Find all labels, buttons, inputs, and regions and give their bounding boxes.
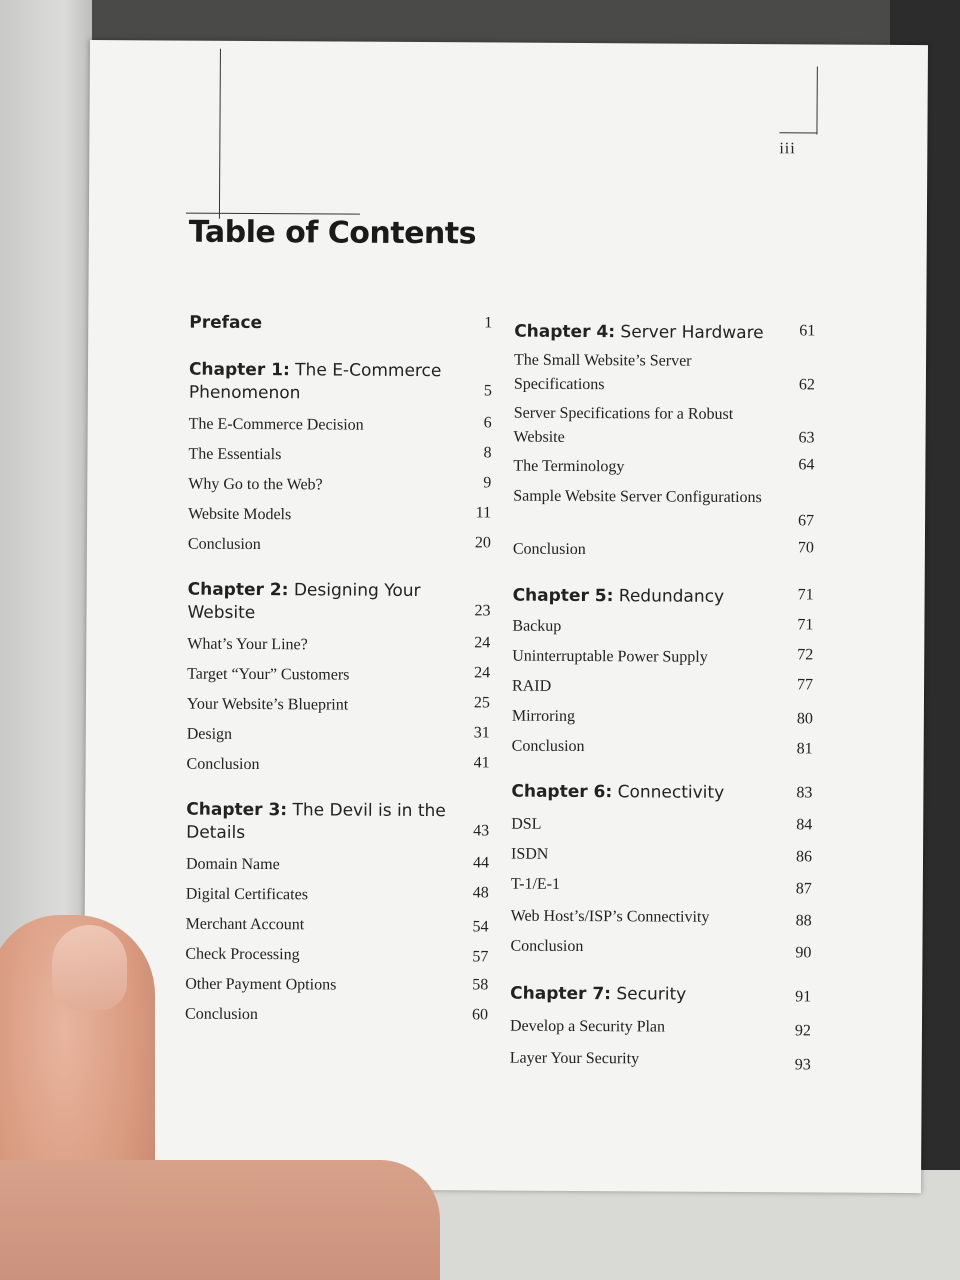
section-label: Layer Your Security	[509, 1049, 640, 1068]
page-number: 11	[475, 504, 492, 522]
page-number: 81	[796, 740, 813, 758]
section-label: Your Website’s Blueprint	[186, 695, 349, 714]
chapter-number: Chapter 6:	[511, 781, 613, 803]
toc-section-entry	[185, 973, 489, 994]
chapter-heading	[514, 321, 784, 346]
page-number: 54	[472, 918, 489, 936]
section-label: Develop a Security Plan	[509, 1017, 666, 1036]
hand	[0, 1160, 440, 1280]
section-label: Server Specifications for a Robust Website	[513, 404, 734, 446]
toc-section-entry	[185, 883, 489, 904]
section-label: Uninterruptable Power Supply	[512, 647, 708, 666]
page-number: 23	[474, 602, 491, 620]
toc-section-entry	[510, 935, 812, 962]
toc-chapter-entry	[511, 781, 813, 803]
page-number: 90	[795, 944, 812, 962]
toc-section-entry	[513, 485, 815, 530]
page-number: 43	[473, 822, 490, 840]
section-label: Conclusion	[511, 737, 585, 756]
page-number: 86	[795, 848, 813, 866]
section-label: Other Payment Options	[185, 975, 337, 994]
page-title: Table of Contents	[188, 214, 477, 252]
section-label: The Terminology	[513, 457, 625, 476]
chapter-number: Chapter 1:	[188, 359, 290, 381]
toc-section-entry	[186, 723, 490, 743]
page-number: 6	[483, 414, 492, 432]
toc-section-entry	[513, 402, 815, 447]
page-number: 93	[794, 1056, 811, 1074]
toc-section-entry	[187, 633, 491, 654]
thumbnail	[52, 925, 127, 1010]
toc-section-entry	[185, 853, 490, 874]
toc-section-entry	[188, 443, 492, 464]
toc-section-entry	[513, 349, 815, 394]
section-label: RAID	[512, 677, 552, 695]
chapter-number: Chapter 3:	[186, 799, 288, 821]
page-number: 92	[794, 1022, 812, 1040]
page-number: 58	[472, 976, 489, 994]
toc-section-entry	[188, 503, 492, 524]
toc-section-entry	[185, 913, 489, 936]
page-number: 60	[472, 1006, 489, 1024]
toc-right-column	[509, 321, 816, 1074]
page-number: 87	[795, 880, 812, 898]
chapter-title: Security	[616, 984, 687, 1005]
chapter-heading	[187, 579, 457, 627]
section-label: Domain Name	[185, 855, 280, 874]
section-label: Conclusion	[510, 937, 584, 956]
section-label: Sample Website Server Configurations	[513, 487, 762, 507]
page-number: 25	[473, 694, 491, 712]
chapter-title: The E-Commerce Phenomenon	[188, 360, 442, 404]
section-label: Web Host’s/ISP’s Connectivity	[510, 907, 710, 926]
section-label: Website Models	[188, 505, 292, 524]
toc-section-entry	[187, 663, 491, 684]
page-number: 41	[473, 754, 490, 772]
crop-mark-right-vertical	[816, 66, 817, 134]
toc-section-entry	[511, 813, 813, 834]
toc-section-entry	[185, 943, 489, 966]
toc-section-entry	[512, 675, 814, 695]
section-label: The E-Commerce Decision	[188, 415, 364, 434]
toc-section-entry	[187, 533, 491, 554]
toc-chapter-entry	[188, 359, 492, 404]
page-number: 24	[474, 634, 491, 652]
page-number: 84	[796, 816, 813, 834]
section-label: DSL	[511, 815, 542, 833]
page-number-folio: iii	[779, 140, 796, 158]
section-label: The Small Website’s Server Specifications	[513, 351, 692, 394]
toc-section-entry	[512, 645, 814, 666]
toc-section-entry	[511, 705, 813, 728]
page-number: 8	[483, 444, 492, 462]
page-number: 70	[797, 539, 814, 557]
toc-section-entry	[513, 455, 815, 476]
page-number: 83	[796, 784, 813, 802]
toc-chapter-entry	[187, 579, 491, 624]
toc-section-entry	[186, 693, 491, 714]
crop-mark-left-vertical	[219, 49, 221, 219]
chapter-number: Chapter 7:	[510, 983, 612, 1005]
section-label: Conclusion	[512, 540, 586, 559]
page-number: 20	[474, 534, 491, 552]
chapter-title: Designing Your Website	[187, 580, 421, 624]
section-label: Check Processing	[185, 945, 300, 964]
page-number: 57	[472, 948, 489, 966]
section-label: Conclusion	[186, 755, 260, 774]
section-label: Conclusion	[187, 535, 261, 554]
toc-section-entry	[510, 843, 813, 866]
toc-chapter-entry	[514, 321, 816, 344]
page-number: 5	[483, 382, 492, 400]
chapter-heading	[510, 983, 780, 1008]
section-label: Backup	[512, 617, 562, 635]
toc-left-column	[184, 312, 493, 1024]
toc-section-entry	[512, 615, 814, 635]
toc-section-entry	[509, 1047, 811, 1074]
page-number: 72	[797, 646, 814, 664]
chapter-title: Connectivity	[617, 782, 725, 803]
book-page	[83, 40, 928, 1193]
page-number: 48	[472, 884, 489, 902]
section-label: Why Go to the Web?	[188, 475, 323, 494]
page-number: 61	[799, 322, 816, 340]
chapter-heading	[186, 799, 456, 847]
chapter-number: Chapter 4:	[514, 321, 616, 343]
chapter-number: Chapter 5:	[512, 585, 614, 607]
toc-section-entry	[186, 753, 490, 774]
page-number: 1	[484, 314, 493, 332]
page-number: 71	[797, 616, 814, 634]
page-number: 31	[473, 724, 490, 742]
page-number: 67	[798, 512, 815, 530]
toc-preface-entry	[189, 312, 493, 334]
page-number: 63	[798, 429, 815, 447]
page-number: 64	[798, 456, 815, 474]
section-label: Target “Your” Customers	[187, 665, 350, 684]
page-number: 62	[798, 376, 815, 394]
toc-section-entry	[509, 1015, 812, 1040]
toc-section-entry	[510, 873, 812, 898]
preface-label: Preface	[189, 312, 263, 334]
page-number: 88	[795, 912, 812, 930]
toc-section-entry	[188, 413, 492, 434]
chapter-heading	[189, 359, 459, 407]
section-label: Design	[186, 725, 233, 743]
section-label: Conclusion	[184, 1005, 258, 1024]
toc-section-entry	[511, 735, 813, 758]
toc-section-entry	[184, 1003, 489, 1024]
toc-section-entry	[188, 473, 492, 494]
page-number: 24	[474, 664, 491, 682]
chapter-title: Redundancy	[618, 586, 725, 607]
page-number: 44	[472, 854, 490, 872]
section-label: Mirroring	[511, 707, 576, 725]
section-label: T-1/E-1	[510, 875, 561, 893]
toc-section-entry	[512, 538, 814, 559]
page-number: 91	[795, 988, 812, 1006]
toc-chapter-entry	[186, 799, 490, 843]
section-label: The Essentials	[188, 445, 282, 464]
section-label: ISDN	[510, 845, 549, 863]
page-number: 77	[797, 676, 814, 694]
chapter-title: The Devil is in the Details	[186, 800, 446, 843]
toc-chapter-entry	[510, 983, 812, 1006]
page-number: 9	[483, 474, 492, 492]
crop-mark-right-horizontal	[779, 132, 817, 133]
section-label: Merchant Account	[185, 915, 305, 934]
toc-section-entry	[510, 905, 812, 930]
chapter-number: Chapter 2:	[187, 579, 289, 601]
section-label: What’s Your Line?	[187, 635, 308, 654]
toc-chapter-entry	[512, 585, 814, 607]
chapter-heading	[513, 585, 783, 610]
page-number: 80	[796, 710, 813, 728]
section-label: Digital Certificates	[185, 885, 309, 904]
page-number: 71	[797, 586, 814, 604]
chapter-title: Server Hardware	[620, 322, 764, 344]
chapter-heading	[511, 781, 781, 806]
